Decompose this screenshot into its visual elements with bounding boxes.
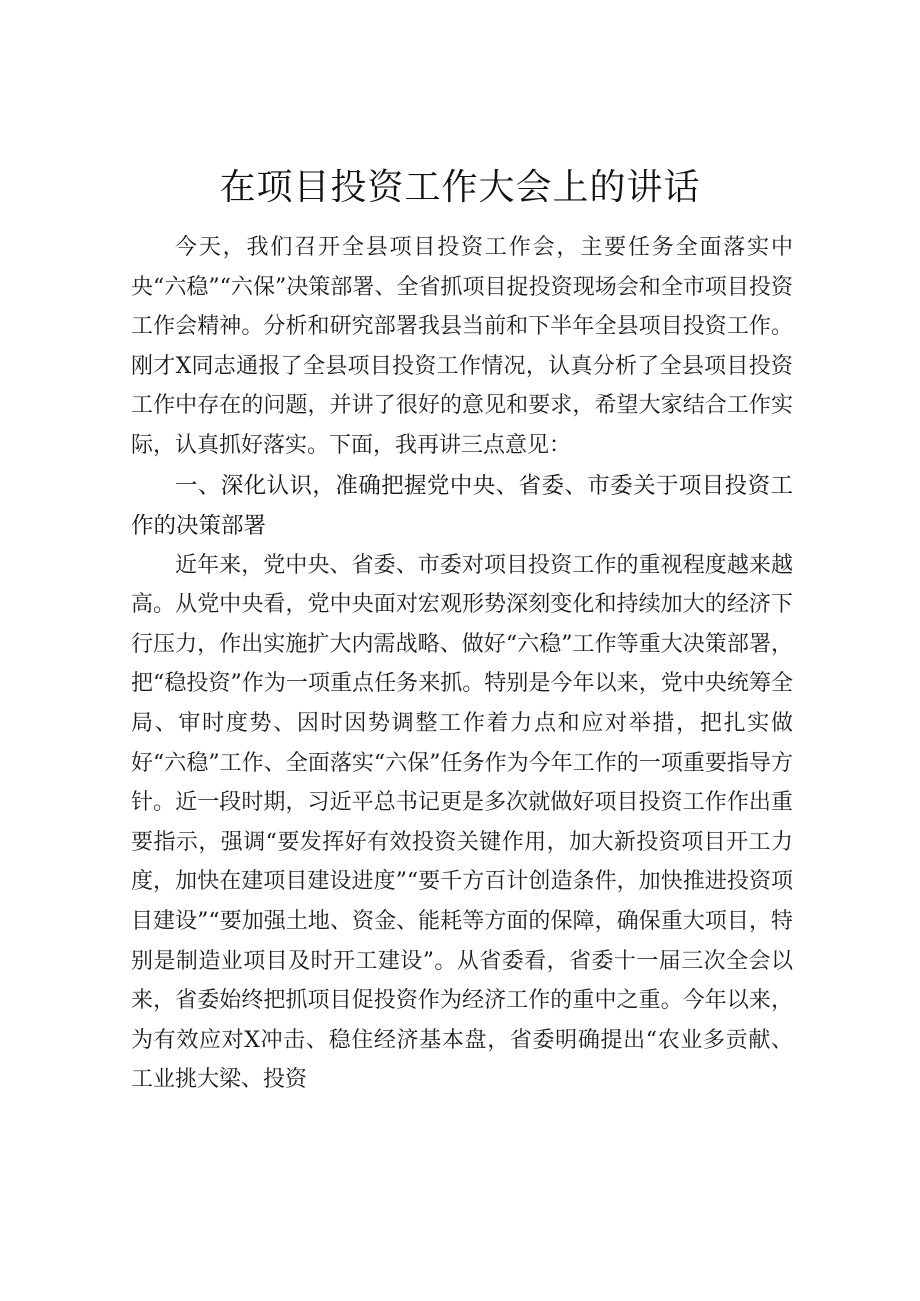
document-body <box>131 228 793 1100</box>
section-1-paragraph: 近年来，党中央、省委、市委对项目投资工作的重视程度越来越高。从党中央看，党中央面对宏观形势深刻变化和持续加大的经济下行压力，作出实施扩大内需战略、做好“六稳”工作等重大决策部署，把“稳投资”作为一项重点任务来抓。特别是今年以来，党中央统筹全局、审时度势、因时因势调整工作着力点和应对举措，把扎实做好“六稳”工作、全面落实“六保”任务作为今年工作的一项重要指导方针。近一段时期，习近平总书记更是多次就做好项目投资工作作出重要指示，强调“要发挥好有效投资关键作用，加大新投资项目开工力度，加快在建项目建设进度”“要千方百计创造条件，加快推进投资项目建设”“要加强土地、资金、能耗等方面的保障，确保重大项目，特别是制造业项目及时开工建设”。从省委看，省委十一届三次全会以来，省委始终把抓项目促投资作为经济工作的重中之重。今年以来，为有效应对X冲击、稳住经济基本盘，省委明确提出“农业多贡献、工业挑大梁、投资 <box>131 552 793 1093</box>
section-heading-1: 一、深化认识，准确把握党中央、省委、市委关于项目投资工作的决策部署 <box>131 472 793 539</box>
intro-paragraph: 今天，我们召开全县项目投资工作会，主要任务全面落实中央“六稳”“六保”决策部署、全省抓项目捉投资现场会和全市项目投资工作会精神。分析和研究部署我县当前和下半年全县项目投资工作。刚才X同志通报了全县项目投资工作情况，认真分析了全县项目投资工作中存在的问题，并讲了很好的意见和要求，希望大家结合工作实际，认真抓好落实。下面，我再讲三点意见： <box>131 235 793 458</box>
document-title: 在项目投资工作大会上的讲话 <box>219 167 701 208</box>
